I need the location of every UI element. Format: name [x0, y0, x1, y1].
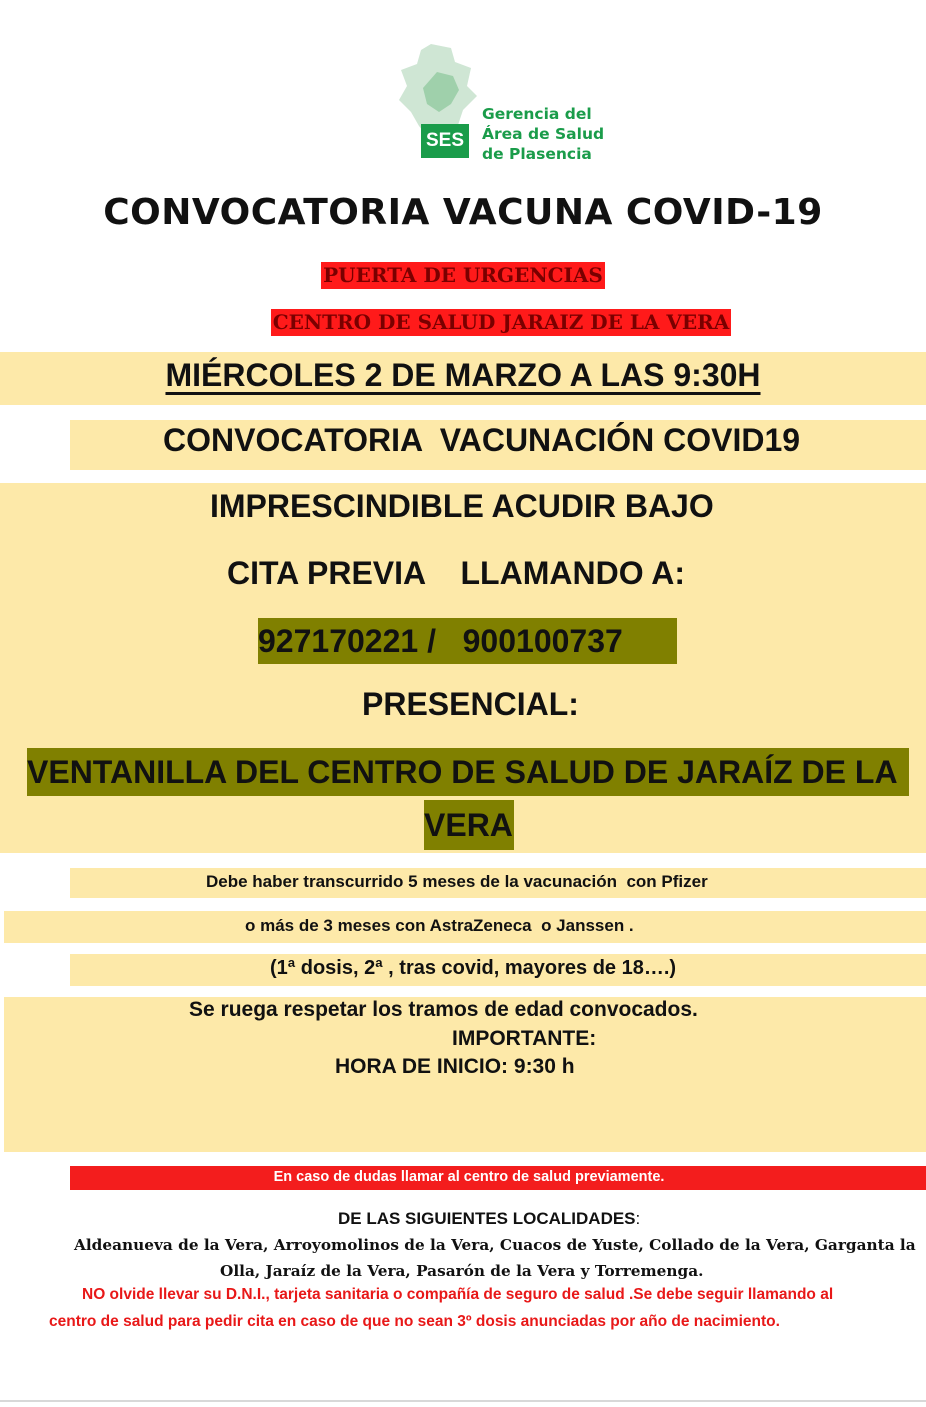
phone-numbers: 927170221 / 900100737 — [258, 618, 677, 664]
notice-line-2: centro de salud para pedir cita en caso de que no sean 3º dosis anunciadas por año de nacimiento. — [49, 1313, 780, 1330]
center-label: CENTRO DE SALUD JARAIZ DE LA VERA — [272, 310, 730, 334]
subtitle: CONVOCATORIA VACUNACIÓN COVID19 — [163, 422, 801, 458]
window-line-2: VERA — [424, 800, 514, 850]
logo-line-3: de Plasencia — [482, 145, 592, 163]
localities-header — [338, 1209, 640, 1229]
date-line: MIÉRCOLES 2 DE MARZO A LAS 9:30H — [165, 357, 761, 393]
req-line-2: o más de 3 meses con AstraZeneca o Janssen . — [245, 916, 634, 935]
respect-note: Se ruega respetar los tramos de edad convocados. — [189, 998, 698, 1021]
req-line-1: Debe haber transcurrido 5 meses de la vacunación con Pfizer — [206, 872, 708, 891]
info-band — [0, 483, 926, 853]
logo-line-2: Área de Salud — [482, 125, 605, 143]
window-line-1: VENTANILLA DEL CENTRO DE SALUD DE JARAÍZ DE LA — [27, 748, 909, 796]
logo-caption — [482, 104, 604, 164]
page-title: CONVOCATORIA VACUNA COVID-19 — [103, 192, 823, 233]
door-label: PUERTA DE URGENCIAS — [323, 263, 603, 287]
bottom-divider — [0, 1400, 926, 1402]
localities-line-2: Olla, Jaraíz de la Vera, Pasarón de la Vera y Torremenga. — [220, 1262, 704, 1280]
localities-colon: : — [635, 1209, 641, 1228]
start-time: HORA DE INICIO: 9:30 h — [335, 1055, 575, 1078]
appointment-line-1: IMPRESCINDIBLE ACUDIR BAJO — [210, 488, 714, 524]
doubts-note: En caso de dudas llamar al centro de salud previamente. — [273, 1169, 665, 1185]
localities-header-text: DE LAS SIGUIENTES LOCALIDADES — [338, 1209, 636, 1228]
important-label: IMPORTANTE: — [452, 1027, 597, 1050]
logo-line-1: Gerencia del — [482, 105, 592, 123]
appointment-line-2: CITA PREVIA LLAMANDO A: — [227, 555, 686, 591]
ses-brand-text: SES — [425, 130, 465, 151]
notice-line-1: NO olvide llevar su D.N.I., tarjeta sanitaria o compañía de seguro de salud .Se debe seguir llamando al — [82, 1286, 834, 1303]
presencial-label: PRESENCIAL: — [362, 686, 579, 722]
req-line-3: (1ª dosis, 2ª , tras covid, mayores de 18….) — [270, 957, 677, 979]
localities-line-1: Aldeanueva de la Vera, Arroyomolinos de la Vera, Cuacos de Yuste, Collado de la Vera, Garganta la — [74, 1236, 916, 1254]
